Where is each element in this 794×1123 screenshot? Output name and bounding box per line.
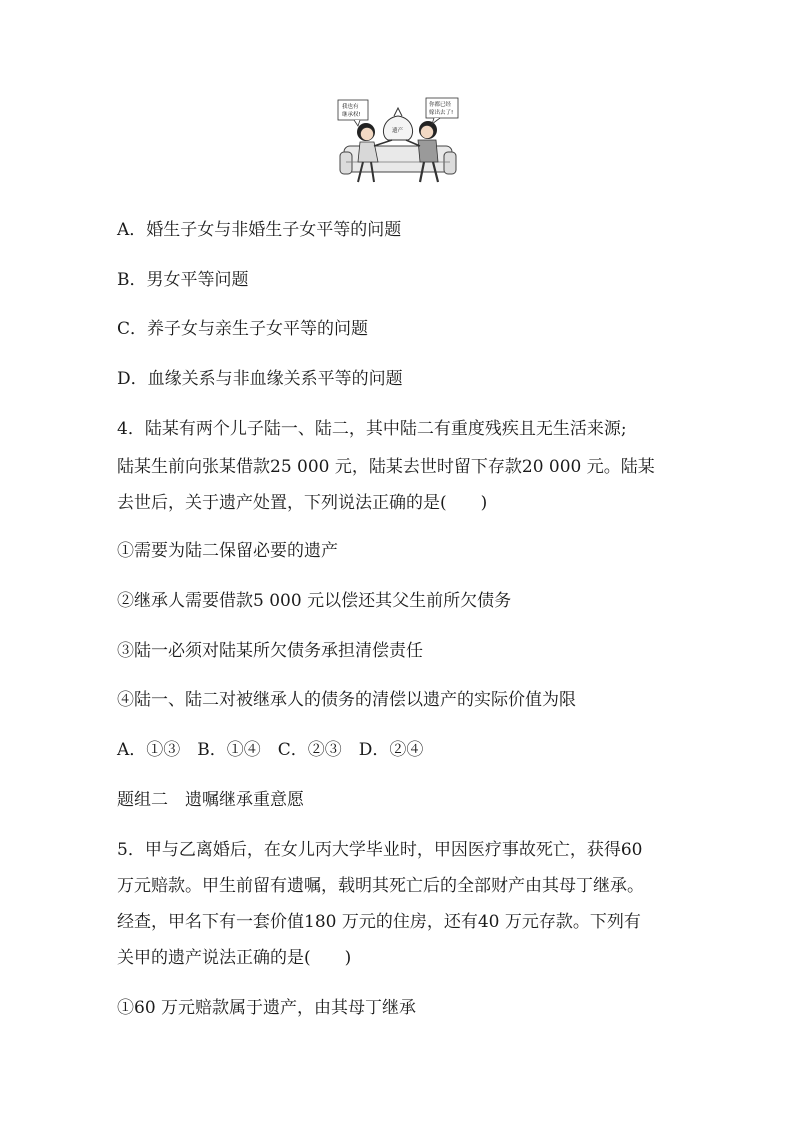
bubble-left-line-2: 继承权! [342, 112, 361, 118]
q5-stem-line-3: 经查，甲名下有一套价值180 万元的住房，还有40 万元存款。下列有 [117, 912, 641, 932]
q3-option-b: B．男女平等问题 [117, 270, 249, 290]
bubble-left-line-1: 我也有 [342, 104, 359, 110]
bubble-right-line-1: 你都已经 [429, 102, 452, 108]
q5-stem-line-2: 万元赔款。甲生前留有遗嘱，载明其死亡后的全部财产由其母丁继承。 [117, 876, 644, 896]
q5-stem-line-1: 5．甲与乙离婚后，在女儿丙大学毕业时，甲因医疗事故死亡，获得60 [117, 840, 643, 860]
section-title: 题组二 遗嘱继承重意愿 [117, 790, 304, 810]
q5-stem-line-4: 关甲的遗产说法正确的是( ) [117, 948, 352, 968]
cartoon-drawing [336, 96, 460, 192]
q4-item-4: ④陆一、陆二对被继承人的债务的清偿以遗产的实际价值为限 [117, 690, 576, 710]
q4-item-2: ②继承人需要借款5 000 元以偿还其父生前所欠债务 [117, 591, 512, 611]
q4-stem-line-3: 去世后，关于遗产处置，下列说法正确的是( ) [117, 493, 488, 513]
q4-item-1: ①需要为陆二保留必要的遗产 [117, 541, 338, 561]
bag-label: 遗产 [392, 128, 404, 134]
q3-option-a: A．婚生子女与非婚生子女平等的问题 [117, 220, 402, 240]
q3-option-d: D．血缘关系与非血缘关系平等的问题 [117, 369, 403, 389]
q4-stem-line-1: 4．陆某有两个儿子陆一、陆二，其中陆二有重度残疾且无生活来源; [117, 419, 627, 439]
bubble-right-line-2: 嫁出去了! [429, 110, 454, 116]
q4-options: A．①③ B．①④ C．②③ D．②④ [117, 740, 424, 760]
q4-stem-line-2: 陆某生前向张某借款25 000 元，陆某去世时留下存款20 000 元。陆某 [117, 457, 655, 477]
q3-option-c: C．养子女与亲生子女平等的问题 [117, 319, 369, 339]
inheritance-cartoon [336, 96, 460, 192]
q4-item-3: ③陆一必须对陆某所欠债务承担清偿责任 [117, 641, 423, 661]
q5-item-1: ①60 万元赔款属于遗产，由其母丁继承 [117, 998, 417, 1018]
